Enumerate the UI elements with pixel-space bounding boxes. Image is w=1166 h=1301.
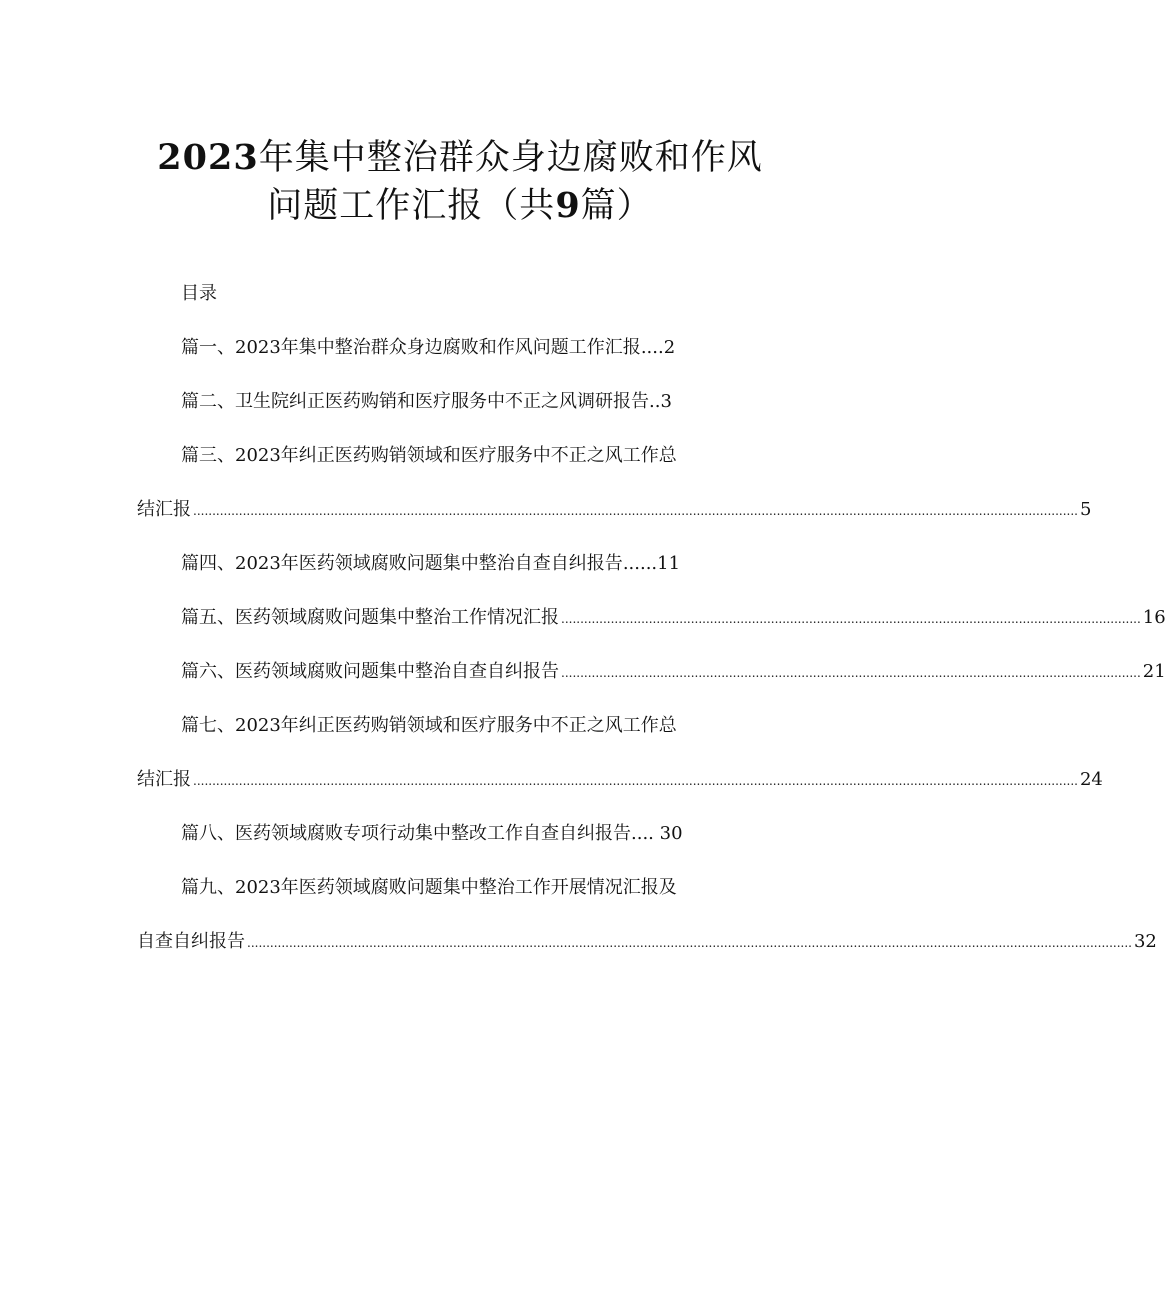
toc-page-number: 2 [663,337,676,358]
toc-entry-9-line-2[interactable] [137,927,1157,958]
toc-entry-text: 篇五、医药领域腐败问题集中整治工作情况汇报 [181,607,559,628]
toc-page-number: 5 [1079,499,1092,520]
toc-entry-text: 篇八、医药领域腐败专项行动集中整改工作自查自纠报告 [181,823,631,844]
toc-page-number: 30 [659,823,683,844]
toc-entry-5[interactable] [181,603,1166,634]
toc-entry-9-line-1[interactable]: 篇九、2023年医药领域腐败问题集中整治工作开展情况汇报及 [181,877,677,898]
toc-entry-text: 自查自纠报告 [137,931,245,952]
toc-leader-dots: ........................................................................................................................................................ [561,666,1141,680]
toc-entry-3-line-2[interactable] [137,495,1092,526]
toc-leader-dots: ........................................................................................................................................................................................................................................ [193,504,1078,518]
toc-entry-1[interactable] [181,333,675,363]
toc-entry-text: 篇一、2023年集中整治群众身边腐败和作风问题工作汇报 [181,337,641,358]
toc-dots: .. [649,391,661,412]
toc-entry-text: 篇四、2023年医药领域腐败问题集中整治自查自纠报告 [181,553,623,574]
toc-entry-2[interactable] [181,387,672,417]
toc-page-number: 32 [1133,931,1157,952]
toc-entry-text: 篇二、卫生院纠正医药购销和医疗服务中不正之风调研报告 [181,391,649,412]
toc-dots: ...... [622,553,658,574]
toc-page-number: 24 [1079,769,1103,790]
toc-dots: .... [631,823,654,844]
title-text-2b: 篇） [580,186,653,226]
toc-entry-6[interactable] [181,657,1166,688]
toc-page-number: 16 [1142,607,1166,628]
title-count: 9 [555,185,581,226]
toc-heading: 目录 [181,283,217,304]
toc-entry-text: 结汇报 [137,769,191,790]
document-title-line-1 [0,133,920,183]
toc-entry-text: 篇六、医药领域腐败问题集中整治自查自纠报告 [181,661,559,682]
toc-leader-dots: ........................................................................................................................................................ [561,612,1141,626]
document-title-line-2 [0,181,920,231]
title-text-1: 年集中整治群众身边腐败和作风 [258,138,763,178]
title-year: 2023 [157,137,259,178]
toc-entry-7-line-2[interactable] [137,765,1103,796]
toc-dots: .... [640,337,664,358]
toc-entry-7-line-1[interactable]: 篇七、2023年纠正医药购销领域和医疗服务中不正之风工作总 [181,715,677,736]
toc-page-number: 11 [657,553,681,574]
toc-entry-text: 结汇报 [137,499,191,520]
toc-entry-8[interactable] [181,819,683,849]
toc-leader-dots: ........................................................................................................................................................................................................................................ [193,774,1078,788]
title-text-2a: 问题工作汇报（共 [267,186,556,226]
toc-entry-3-line-1[interactable]: 篇三、2023年纠正医药购销领域和医疗服务中不正之风工作总 [181,445,677,466]
toc-page-number: 3 [660,391,672,412]
toc-leader-dots: ........................................................................................................................................................................................................................................ [247,936,1132,950]
toc-entry-4[interactable] [181,549,680,579]
toc-page-number: 21 [1142,661,1166,682]
